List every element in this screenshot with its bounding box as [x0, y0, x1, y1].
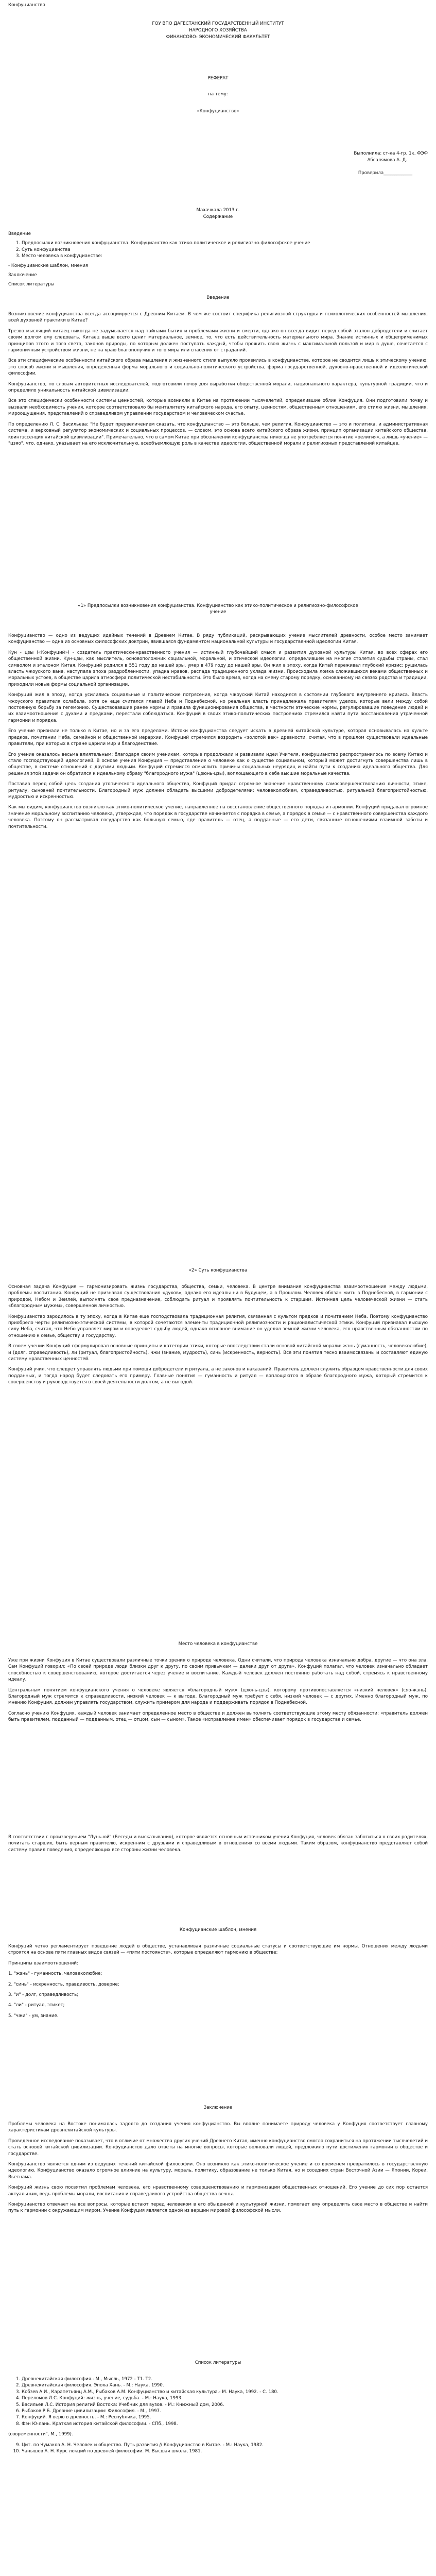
reference-item: 5. Васильев Л.С. История религий Востока: Учебник для вузов. - М.: Книжный дом, 2006. [22, 2402, 428, 2408]
section2-heading: «2» Суть конфуцианства [188, 1268, 248, 1273]
paragraph: Все эти специфические особенности китайского образа мышления и жизненного стиля выпукло проявились в конфуцианстве, которое не сводится лишь к этическому учению: это способ жизни и мышления, определенная форма морального и социально-политического устройства, форма государственной, духовно-нравственной и идеологической философии. [8, 358, 428, 377]
conclusion-body [8, 2121, 428, 2214]
paragraph: Его учение оказалось весьма влиятельным: благодаря своим ученикам, которые продолжали и развивали идеи Учителя, конфуцианство распространилось по всему Китаю и стало господствующей идеологией. В основе учения Конфуция — представление о человеке как о существе социальном, который может достигнуть совершенства лишь в обществе, в системе отношений с другими людьми. Конфуций стремился осмыслить причины социальных неурядиц и найти пути к созданию идеального общества. Для решения этой задачи он обратился к идеальному образу "благородного мужа" (цзюнь-цзы), воплощающего в себе высшие моральные качества. [8, 752, 428, 776]
reference-extra: (современности", М., 1999). [8, 2432, 73, 2437]
section2-body [8, 1284, 428, 1386]
toc-item: 3. Место человека в конфуцианстве: [22, 253, 428, 259]
paragraph: Основная задача Конфуция — гармонизировать жизнь государства, общества, семьи, человека. В центре внимания конфуцианства взаимоотношения между людьми, проблемы воспитания. Конфуций не признавал существования «духов», однако его идеалы ни в Будущем, а в Прошлом. Человек обязан жить в Поднебесной, в гармонии с природой, Небом и Землей, выполнять свое предназначение, соблюдать ритуал и проявлять почтительность к старшим. Истинная цель человеческой жизни — стать «благородным мужем», совершенной личностью. [8, 1284, 428, 1309]
paragraph: Конфуцианство, по словам авторитетных исследователей, подготовили почву для выработки общественной морали, национального характера, культурной традиции, что и определило уникальность китайской цивилизации. [8, 381, 428, 394]
reference-item: 8. Фэн Ю-лань. Краткая история китайской философии. - СПб., 1998. [22, 2421, 428, 2427]
paragraph: Конфуций жил в эпоху, когда усилились социальные и политические потрясения, когда чжоуский Китай находился в состоянии глубокого внутреннего кризиса. Власть чжоуского правителя ослабела, хотя он еще считался главой Неба и Поднебесной, но реальная власть принадлежала правителям уделов, которые вели между собой постоянную борьбу за гегемонию. Существовавшие ранее нормы и правила функционирования общества, в частности этические нормы, регулировавшие поведение людей и их взаимоотношения с духами и предками, перестали соблюдаться. Конфуций в своих этико-политических построениях стремился найти пути восстановления утраченной гармонии и порядка. [8, 692, 428, 723]
paragraph: Центральным понятием конфуцианского учения о человеке является «благородный муж» (цзюнь-цзы), которому противопоставляется «низкий человек» (сяо-жэнь). Благородный муж стремится к справедливости, низкий человек — к выгоде. Благородный муж требует с себя, низкий человек — с других. Именно благородный муж, по мнению Конфуция, должен управлять государством, служить примером для народа и поддерживать порядок в Поднебесной. [8, 1687, 428, 1706]
paragraph: В соответствии с произведением "Лунь-юй" (Беседы и высказывания), которое является основным источником учения Конфуция, человек обязан заботиться о своих родителях, почитать старших, быть верным правителю, искренним с друзьями и справедливым в отношениях со всеми людьми. Таким образом, конфуцианство представляет собой систему правил поведения, определяющих все стороны жизни человека. [8, 1835, 428, 1853]
section4-intro [8, 1834, 428, 1853]
section3-body [8, 1657, 428, 1723]
paragraph: Трезво мыслящий китаец никогда не задумывается над тайнами бытия и проблемами жизни и смерти, однако он всегда видит перед собой эталон добродетели и считает своим долгом ему следовать. Китаец выше всего ценит материальное, земное, то, что есть действительность материального мира. Знание истинных и общеприменимых принципов этого и того света, законов природы, по которым должен поступать каждый, чтобы прожить свою жизнь с максимальной пользой и мир в душе, сочетается с гармоничным устройством жизни, не на краю благополучия и того мира или спасения от страданий. [8, 328, 428, 353]
institute-economy: НАРОДНОГО ХОЗЯЙСТВА [189, 28, 247, 33]
performed-by: Выполнила: ст-ка 4-гр. 1к. ФЭФ [354, 151, 428, 156]
paragraph: Возникновение конфуцианства всегда ассоциируется с Древним Китаем. В чем же состоит специфика религиозной структуры и психологических особенностей мышления, всей духовной практики в Китае? [8, 312, 428, 324]
paragraph: Согласно учению Конфуция, каждый человек занимает определенное место в обществе и должен выполнять соответствующие этому месту обязанности: «правитель должен быть правителем, подданный — подданным, отец — отцом, сын — сыном». Такое «исправление имен» обеспечивает порядок в государстве и семье. [8, 1710, 428, 1723]
reference-item: 3. Кобзев А.И., Карапетьянц А.М., Рыбаков А.М. Конфуцианство и китайская культура.- М. Наука, 1992. - С. 180. [22, 2389, 428, 2395]
paragraph: Проблемы человека на Востоке понималась задолго до создания учения конфуцианство. Вы вполне понимаете природу человека у Конфуция соответствует главному характеристикам древнекитайской культуры. [8, 2122, 428, 2133]
paragraph: Уже при жизни Конфуция в Китае существовали различные точки зрения о природе человека. Одни считали, что природа человека изначально добра, другие — что она зла. Сам Конфуций говорил: «По своей природе люди близки друг к другу, по своим привычкам — далеки друг от друга». Конфуций полагал, что человек изначально обладает способностью к совершенствованию, которое достигается через учение и воспитание. Каждый человек должен постоянно работать над собой, стремясь к нравственному идеалу. [8, 1658, 428, 1683]
paragraph: По определению Л. С. Васильева: "Не будет преувеличением сказать, что конфуцианство — это больше, чем религия. Конфуцианство — это и политика, и административная система, и верховный регулятор экономических и социальных процессов, — словом, это основа всего китайского образа жизни, принцип организации китайского общества, квинтэссенция китайской цивилизации". Примечательно, что в самом Китае при обозначении конфуцианства никогда не употребляется понятие «религия», а лишь «учение» — "цзяо", что, однако, указывает на его исключительную, всеобъемлющую роль в качестве идеологии, общественной морали и религиозных представлений китайцев. [8, 421, 428, 446]
topic-label: на тему: [208, 92, 228, 97]
checked-by: Проверила_____________ [358, 171, 412, 176]
paragraph: Конфуцианство зародилось в ту эпоху, когда в Китае еще господствовала традиционная религия, связанная с культом предков и почитанием Неба. Поэтому конфуцианство приобрело черты религиозно-этической системы, в которой сочетаются элементы традиционной религиозности и рационалистической этики. Конфуций признавал высшую силу Неба, считал, что Небо управляет миром и определяет судьбу людей, однако основное внимание он уделял земной жизни человека, его нравственным обязанностям по отношению к семье, обществу и государству. [8, 1314, 428, 1338]
paragraph: Конфуций учил, что следует управлять людьми при помощи добродетели и ритуала, а не законов и наказаний. Правитель должен служить образцом нравственности для своих подданных, и тогда народ будет следовать его примеру. Главные понятия — гуманность и ритуал — воплощаются в образе благородного мужа, который стремится к совершенству и руководствуется в своей деятельности долгом, а не выгодой. [8, 1367, 428, 1385]
paragraph: Его учение признали не только в Китае, но и за его пределами. Истоки конфуцианства следует искать в древней китайской культуре, которая основывалась на культе предков, почитании Неба, семейной и общественной иерархии. Конфуций стремился возродить «золотой век» древности, считая, что в прошлом существовали идеальные правители, при которых в стране царили мир и благоденствие. [8, 728, 428, 747]
student-name: Абсалямова А. Д. [367, 158, 407, 163]
paragraph: Кун - цзы («Конфуций») - создатель практически-нравственного учения — истинный глубочайший смысл и развития духовной культуры Китая, во всех сферах его общественной жизни. Кун-цзы, как мыслитель, основоположник социальной, моральной, и этической идеологии, определившей на многие столетия судьбы страны, стал символом и эталоном Китая. Конфуций родился в 551 году до нашей эры, умер в 479 году до нашей эры. Он жил в эпоху, когда Китай переживал глубокий кризис: рушилась власть чжоуского вана, наступала эпоха раздробленности, упадка нравов, распада традиционного уклада жизни. Происходила ломка сложившихся веками общественных и моральных устоев, в обществе царила атмосфера политической нестабильности. Это было время, когда на смену старому порядку, основанному на связях родства и традиции, приходили новые формы социальной организации. [8, 650, 428, 687]
references-heading: Список литературы [195, 2360, 241, 2365]
toc-item: 1. Предпосылки возникновения конфуцианства. Конфуцианство как этико-политическое и религиозно-философское учение [22, 240, 428, 246]
section4-heading: Конфуцианские шаблон, мнения [179, 1927, 257, 1933]
paragraph: Как мы видим, конфуцианство возникло как этико-политическое учение, направленное на восстановление общественного порядка и гармонии. Конфуций придавал огромное значение моральному воспитанию человека, утверждая, что порядок в государстве начинается с порядка в семье, а порядок в семье — с нравственного совершенства каждого человека. Поэтому он рассматривал государство как большую семью, где правитель — отец, а подданные — его дети, связанные отношениями взаимной заботы и почтительности. [8, 805, 428, 829]
references-list [8, 2376, 428, 2454]
paragraph: Конфуций четко регламентирует поведение людей в обществе, устанавливая различные социальные статусы и соответствующие им нормы. Отношения между людьми строятся на основе пяти главных видов связей — «пяти постоянств», которые определяют гармонию в обществе: [8, 1944, 428, 1956]
reference-item: 2. Древнекитайская философия. Эпоха Хань. - М.: Наука, 1990. [22, 2382, 428, 2388]
section4-body [8, 1943, 428, 2019]
toc-intro: Введение [8, 231, 31, 236]
paragraph: Проведенное исследование показывает, что в отличие от множества других учений Древнего Китая, именно конфуцианство смогло сохраниться на протяжении тысячелетий и стать основой китайской цивилизации. Конфуцианство дало ответы на многие вопросы, которые волновали людей, предложило пути достижения гармонии в обществе и государстве. [8, 2138, 428, 2157]
section3-heading: Место человека в конфуцианстве [178, 1641, 258, 1647]
topic-title: «Конфуцианство» [197, 109, 239, 114]
principle-item: 1. "жэнь" - гуманность, человеколюбие; [8, 1971, 102, 1977]
paragraph: Конфуцианство отвечает на все вопросы, которые встают перед человеком в его обыденной и культурной жизни, помогает ему определить свое место в обществе и найти путь к гармонии с окружающим миром. Учение Конфуция является одной из вершин мировой философской мысли. [8, 2202, 428, 2214]
paragraph: Принципы взаимоотношений: [8, 1960, 78, 1966]
principle-item: 2. "синь" - искренность, правдивость, доверие; [8, 1981, 119, 1987]
referat-label: РЕФЕРАТ [207, 76, 229, 81]
intro-body [8, 311, 428, 447]
principle-item: 3. "и" - долг, справедливость; [8, 1992, 79, 1998]
city-year: Махачкала 2013 г. [196, 208, 240, 213]
header-title: Конфуцианство [8, 3, 45, 8]
toc-conclusion: Заключение [8, 273, 37, 278]
faculty-name: ФИНАНСОВО- ЭКОНОМИЧЕСКИЙ ФАКУЛЬТЕТ [166, 35, 270, 40]
toc [8, 231, 428, 288]
intro-heading: Введение [206, 295, 230, 300]
paragraph: Все это специфически особенности системы ценностей, которые возникли в Китае на протяжении тысячелетий, определившие облик Конфуция. Они подготовили почву и вызвали необходимость учения, которое соответствовало бы менталитету китайского народа, его опыту, ценностям, общественным отношениям, его стилю жизни, мышления, мироощущения, представлений о справедливом управлении государством и человеческом счастье. [8, 398, 428, 417]
paragraph: Конфуцианство является одним из ведущих течений китайской философии. Оно возникло как этико-политическое учение и со временем превратилось в государственную идеологию. Конфуцианство оказало огромное влияние на культуру, мораль, политику, образование не только Китая, но и соседних стран Восточной Азии — Японии, Кореи, Вьетнама. [8, 2162, 428, 2180]
reference-item: 1. Древнекитайская философия.- М., Мысль, 1972 - Т1. Т2. [22, 2376, 428, 2382]
section1-body [8, 633, 428, 830]
conclusion-heading: Заключение [203, 2105, 233, 2110]
reference-item: 10. Чанышев А. Н. Курс лекций по древней философии. М. Высшая школа, 1981. [22, 2448, 428, 2454]
principle-item: 5. "чжи" - ум, знание. [8, 2013, 59, 2019]
toc-sub: - Конфуцианские шаблон, мнения [8, 263, 89, 268]
principle-item: 4. "ли" - ритуал, этикет; [8, 2003, 65, 2008]
reference-item: 4. Переломов Л.С. Конфуций: жизнь, учение, судьба. - М.: Наука, 1993. [22, 2395, 428, 2401]
paragraph: Поставив перед собой цель создания утопического идеального общества, Конфуций придал огромное значение нравственному самосовершенствованию личности, этике, ритуалу, сыновней почтительности. Благородный муж должен обладать высшими добродетелями: человеколюбием, справедливостью, ритуальной благопристойностью, мудростью и искренностью. [8, 782, 428, 800]
reference-item: 6. Рыбаков Р.Б. Древние цивилизации: Философия. - М., 1997. [22, 2408, 428, 2414]
paragraph: В своем учении Конфуций сформулировал основные принципы и категории этики, которые впоследствии стали основой китайской морали: жэнь (гуманность, человеколюбие), и (долг, справедливость), ли (ритуал, благопристойность), чжи (знание, мудрость), синь (искренность, верность). Все эти понятия тесно взаимосвязаны и составляют единую систему нравственных ценностей. [8, 1344, 428, 1362]
institute-name: ГОУ ВПО ДАГЕСТАНСКИЙ ГОСУДАРСТВЕННЫЙ ИНСТИТУТ [152, 21, 284, 26]
contents-heading: Содержание [203, 214, 233, 219]
toc-item: 2. Суть конфуцианства [22, 247, 428, 253]
reference-item: 9. Цит. по Чумаков А. Н. Человек и общество. Путь развития // Конфуцианство в Китае. - М.: Наука, 1982. [22, 2442, 428, 2448]
paragraph: Конфуцианство — одно из ведущих идейных течений в Древнем Китае. В ряду публикаций, раскрывающих учение мыслителей древности, особое место занимает конфуцианство — одна из основных философских доктрин, явившаяся фундаментом национальной культуры и государственной идеологии Китая. [8, 633, 428, 645]
toc-literature: Список литературы [8, 282, 55, 287]
paragraph: Конфуций жизнь свою посвятил проблемам человека, его нравственному совершенствованию и гармонизации общественных отношений. Его учение до сих пор остается актуальным, ведь проблемы морали, воспитания и справедливого устройства общества вечны. [8, 2185, 428, 2197]
reference-item: 7. Конфуций. Я верю в древность. - М.: Республика, 1995. [22, 2414, 428, 2420]
section1-heading: «1» Предпосылки возникновения конфуцианства. Конфуцианство как этико-политическое и религиозно-философское учение [78, 603, 358, 615]
